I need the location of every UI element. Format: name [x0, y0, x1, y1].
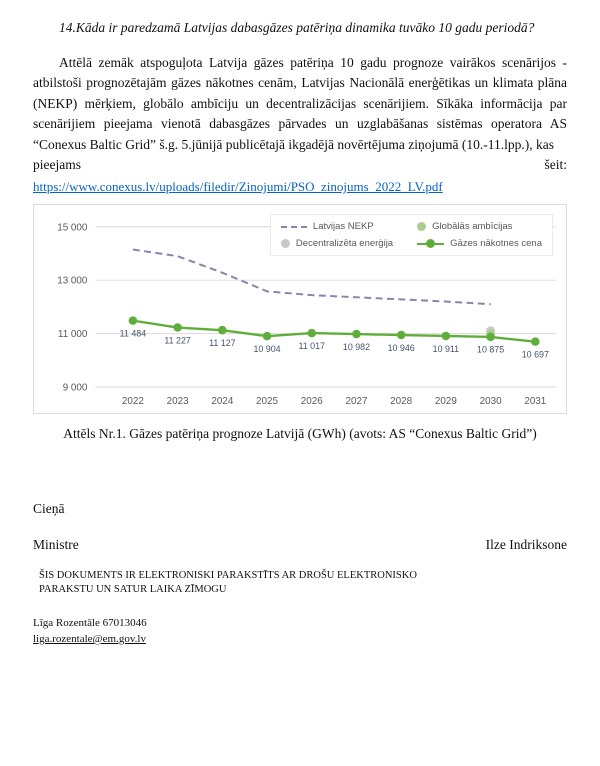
paragraph-tail-right: šeit: — [544, 157, 567, 173]
svg-text:11 484: 11 484 — [119, 328, 147, 339]
svg-text:2031: 2031 — [524, 395, 547, 407]
chart-legend — [270, 214, 553, 256]
svg-text:2023: 2023 — [166, 395, 189, 407]
svg-text:2030: 2030 — [479, 395, 502, 407]
signer-title: Ministre — [33, 536, 79, 552]
green-line-swatch — [417, 239, 444, 248]
legend-label-cena: Gāzes nākotnes cena — [450, 238, 542, 250]
paragraph-tail-line — [33, 155, 567, 176]
legend-label-decentralizeta: Decentralizēta enerģija — [295, 238, 394, 250]
svg-text:11 000: 11 000 — [57, 329, 88, 341]
gas-consumption-chart — [33, 204, 567, 414]
svg-text:11 227: 11 227 — [164, 335, 191, 346]
svg-text:2022: 2022 — [121, 395, 144, 407]
green-dot-swatch — [417, 222, 426, 231]
svg-text:10 911: 10 911 — [432, 343, 460, 354]
svg-text:11 017: 11 017 — [298, 341, 326, 352]
dashed-line-swatch — [281, 226, 307, 228]
closing-salutation: Cieņā — [33, 500, 65, 516]
svg-text:2029: 2029 — [434, 395, 457, 407]
signer-name: Ilze Indriksone — [485, 536, 567, 552]
svg-text:2025: 2025 — [256, 395, 279, 407]
gray-dot-swatch — [281, 239, 290, 248]
legend-label-nekp: Latvijas NEKP — [312, 221, 374, 233]
paragraph-tail-left: pieejams — [33, 157, 81, 173]
svg-text:13 000: 13 000 — [57, 275, 88, 287]
figure-caption: Attēls Nr.1. Gāzes patēriņa prognoze Latvijā (GWh) (avots: AS “Conexus Baltic Grid”) — [63, 425, 537, 441]
svg-text:9 000: 9 000 — [62, 382, 88, 394]
contact-email-link[interactable]: liga.rozentale@em.gov.lv — [33, 633, 146, 646]
legend-item-nekp — [281, 221, 393, 232]
contact-block — [33, 616, 567, 648]
svg-text:10 904: 10 904 — [253, 344, 281, 355]
question-heading: 14.Kāda ir paredzamā Latvijas dabasgāzes patēriņa dinamika tuvāko 10 gadu periodā? — [59, 20, 535, 35]
svg-text:10 982: 10 982 — [342, 341, 371, 352]
legend-item-cena — [417, 238, 542, 249]
svg-text:11 127: 11 127 — [209, 338, 236, 349]
legend-item-decentralizeta — [281, 238, 393, 249]
legend-item-globalas — [417, 221, 542, 232]
report-link[interactable]: https://www.conexus.lv/uploads/filedir/Zinojumi/PSO_zinojums_2022_LV.pdf — [33, 178, 443, 194]
svg-text:2028: 2028 — [390, 395, 413, 407]
signature-row — [33, 537, 567, 553]
body-paragraph: Attēlā zemāk atspoguļota Latvija gāzes patēriņa 10 gadu prognoze vairākos scenārijos - atbilstoši prognozētajām gāzes nākotnes cenām, Latvijas Nacionālā enerģētikas un klimata plāna (NEKP) mērķiem, globālo ambīciju un decentralizācijas scenārijiem. Sīkāka informācija par scenārijiem pieejama vienotā dabasgāzes pārvades un uzglabāšanas sistēmas operatora AS “Conexus Baltic Grid” š.g. 5.jūnijā publicētajā ikgadējā novērtējuma ziņojumā (10.-11.lpp.), kas — [33, 54, 567, 152]
svg-text:10 875: 10 875 — [477, 344, 505, 355]
svg-text:2024: 2024 — [211, 395, 234, 407]
svg-text:2026: 2026 — [300, 395, 323, 407]
svg-text:10 697: 10 697 — [521, 349, 549, 360]
svg-text:15 000: 15 000 — [57, 222, 88, 234]
contact-name: Līga Rozentāle 67013046 — [33, 617, 147, 630]
svg-text:10 946: 10 946 — [387, 342, 415, 353]
esignature-note: ŠIS DOKUMENTS IR ELEKTRONISKI PARAKSTĪTS AR DROŠU ELEKTRONISKO PARAKSTU UN SATUR LAIKA ZĪMOGU — [39, 569, 417, 596]
legend-label-globalas: Globālās ambīcijas — [432, 221, 513, 233]
svg-text:2027: 2027 — [345, 395, 368, 407]
